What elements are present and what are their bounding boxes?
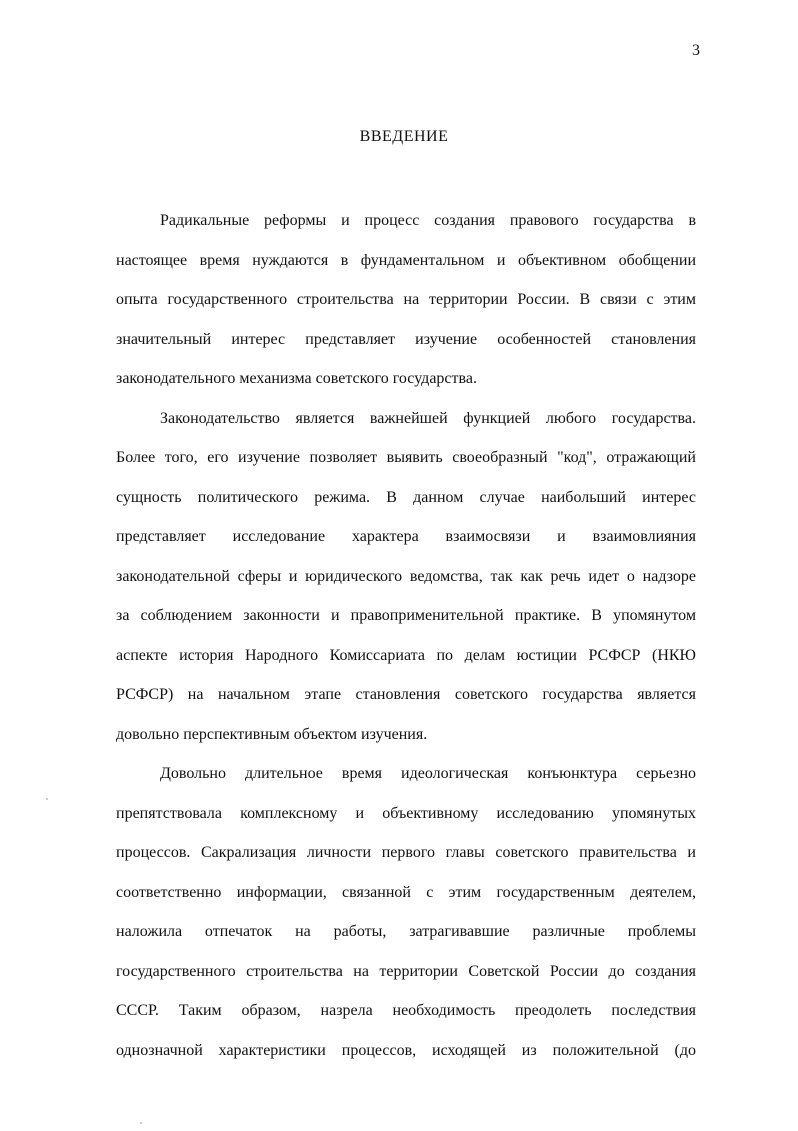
text-line: настоящее время нуждаются в фундаментальном и объективном обобщении — [116, 251, 696, 269]
text-line: аспекте история Народного Комиссариата по делам юстиции РСФСР (НКЮ — [116, 646, 696, 664]
text-line: за соблюдением законности и правоприменительной практике. В упомянутом — [116, 607, 696, 624]
text-line: законодательного механизма советского государства. — [116, 370, 477, 387]
text-line: Более того, его изучение позволяет выявить своеобразный "код", отражающий — [116, 449, 696, 466]
text-line: представляет исследование характера взаимосвязи и взаимовлияния — [116, 528, 696, 545]
text-line: однозначной характеристики процессов, исходящей из положительной (до — [116, 1041, 696, 1059]
section-heading: ВВЕДЕНИЕ — [359, 128, 449, 145]
text-line: процессов. Сакрализация личности первого главы советского правительства и — [116, 844, 696, 861]
text-line: Законодательство является важнейшей функцией любого государства. — [160, 409, 696, 427]
text-line: государственного строительства на территории Советской России до создания — [116, 962, 696, 980]
scan-speck — [140, 1122, 142, 1124]
body-text — [116, 201, 696, 1070]
scan-speck — [46, 798, 48, 800]
text-line: препятствовала комплексному и объективному исследованию упомянутых — [116, 804, 696, 822]
text-line: довольно перспективным объектом изучения. — [116, 725, 428, 743]
text-line: значительный интерес представляет изучение особенностей становления — [116, 330, 696, 348]
text-line: Довольно длительное время идеологическая конъюнктура серьезно — [160, 765, 696, 782]
text-line: наложила отпечаток на работы, затрагивавшие различные проблемы — [116, 923, 696, 940]
text-line: соответственно информации, связанной с этим государственным деятелем, — [116, 883, 696, 901]
text-line: СССР. Таким образом, назрела необходимость преодолеть последствия — [116, 1002, 696, 1019]
text-line: РСФСР) на начальном этапе становления советского государства является — [116, 686, 696, 703]
page-number: 3 — [692, 42, 700, 59]
text-line: Радикальные реформы и процесс создания правового государства в — [160, 212, 696, 229]
text-line: законодательной сферы и юридического ведомства, так как речь идет о надзоре — [116, 567, 696, 585]
text-line: опыта государственного строительства на территории России. В связи с этим — [116, 291, 696, 308]
text-line: сущность политического режима. В данном случае наибольший интерес — [116, 488, 696, 506]
